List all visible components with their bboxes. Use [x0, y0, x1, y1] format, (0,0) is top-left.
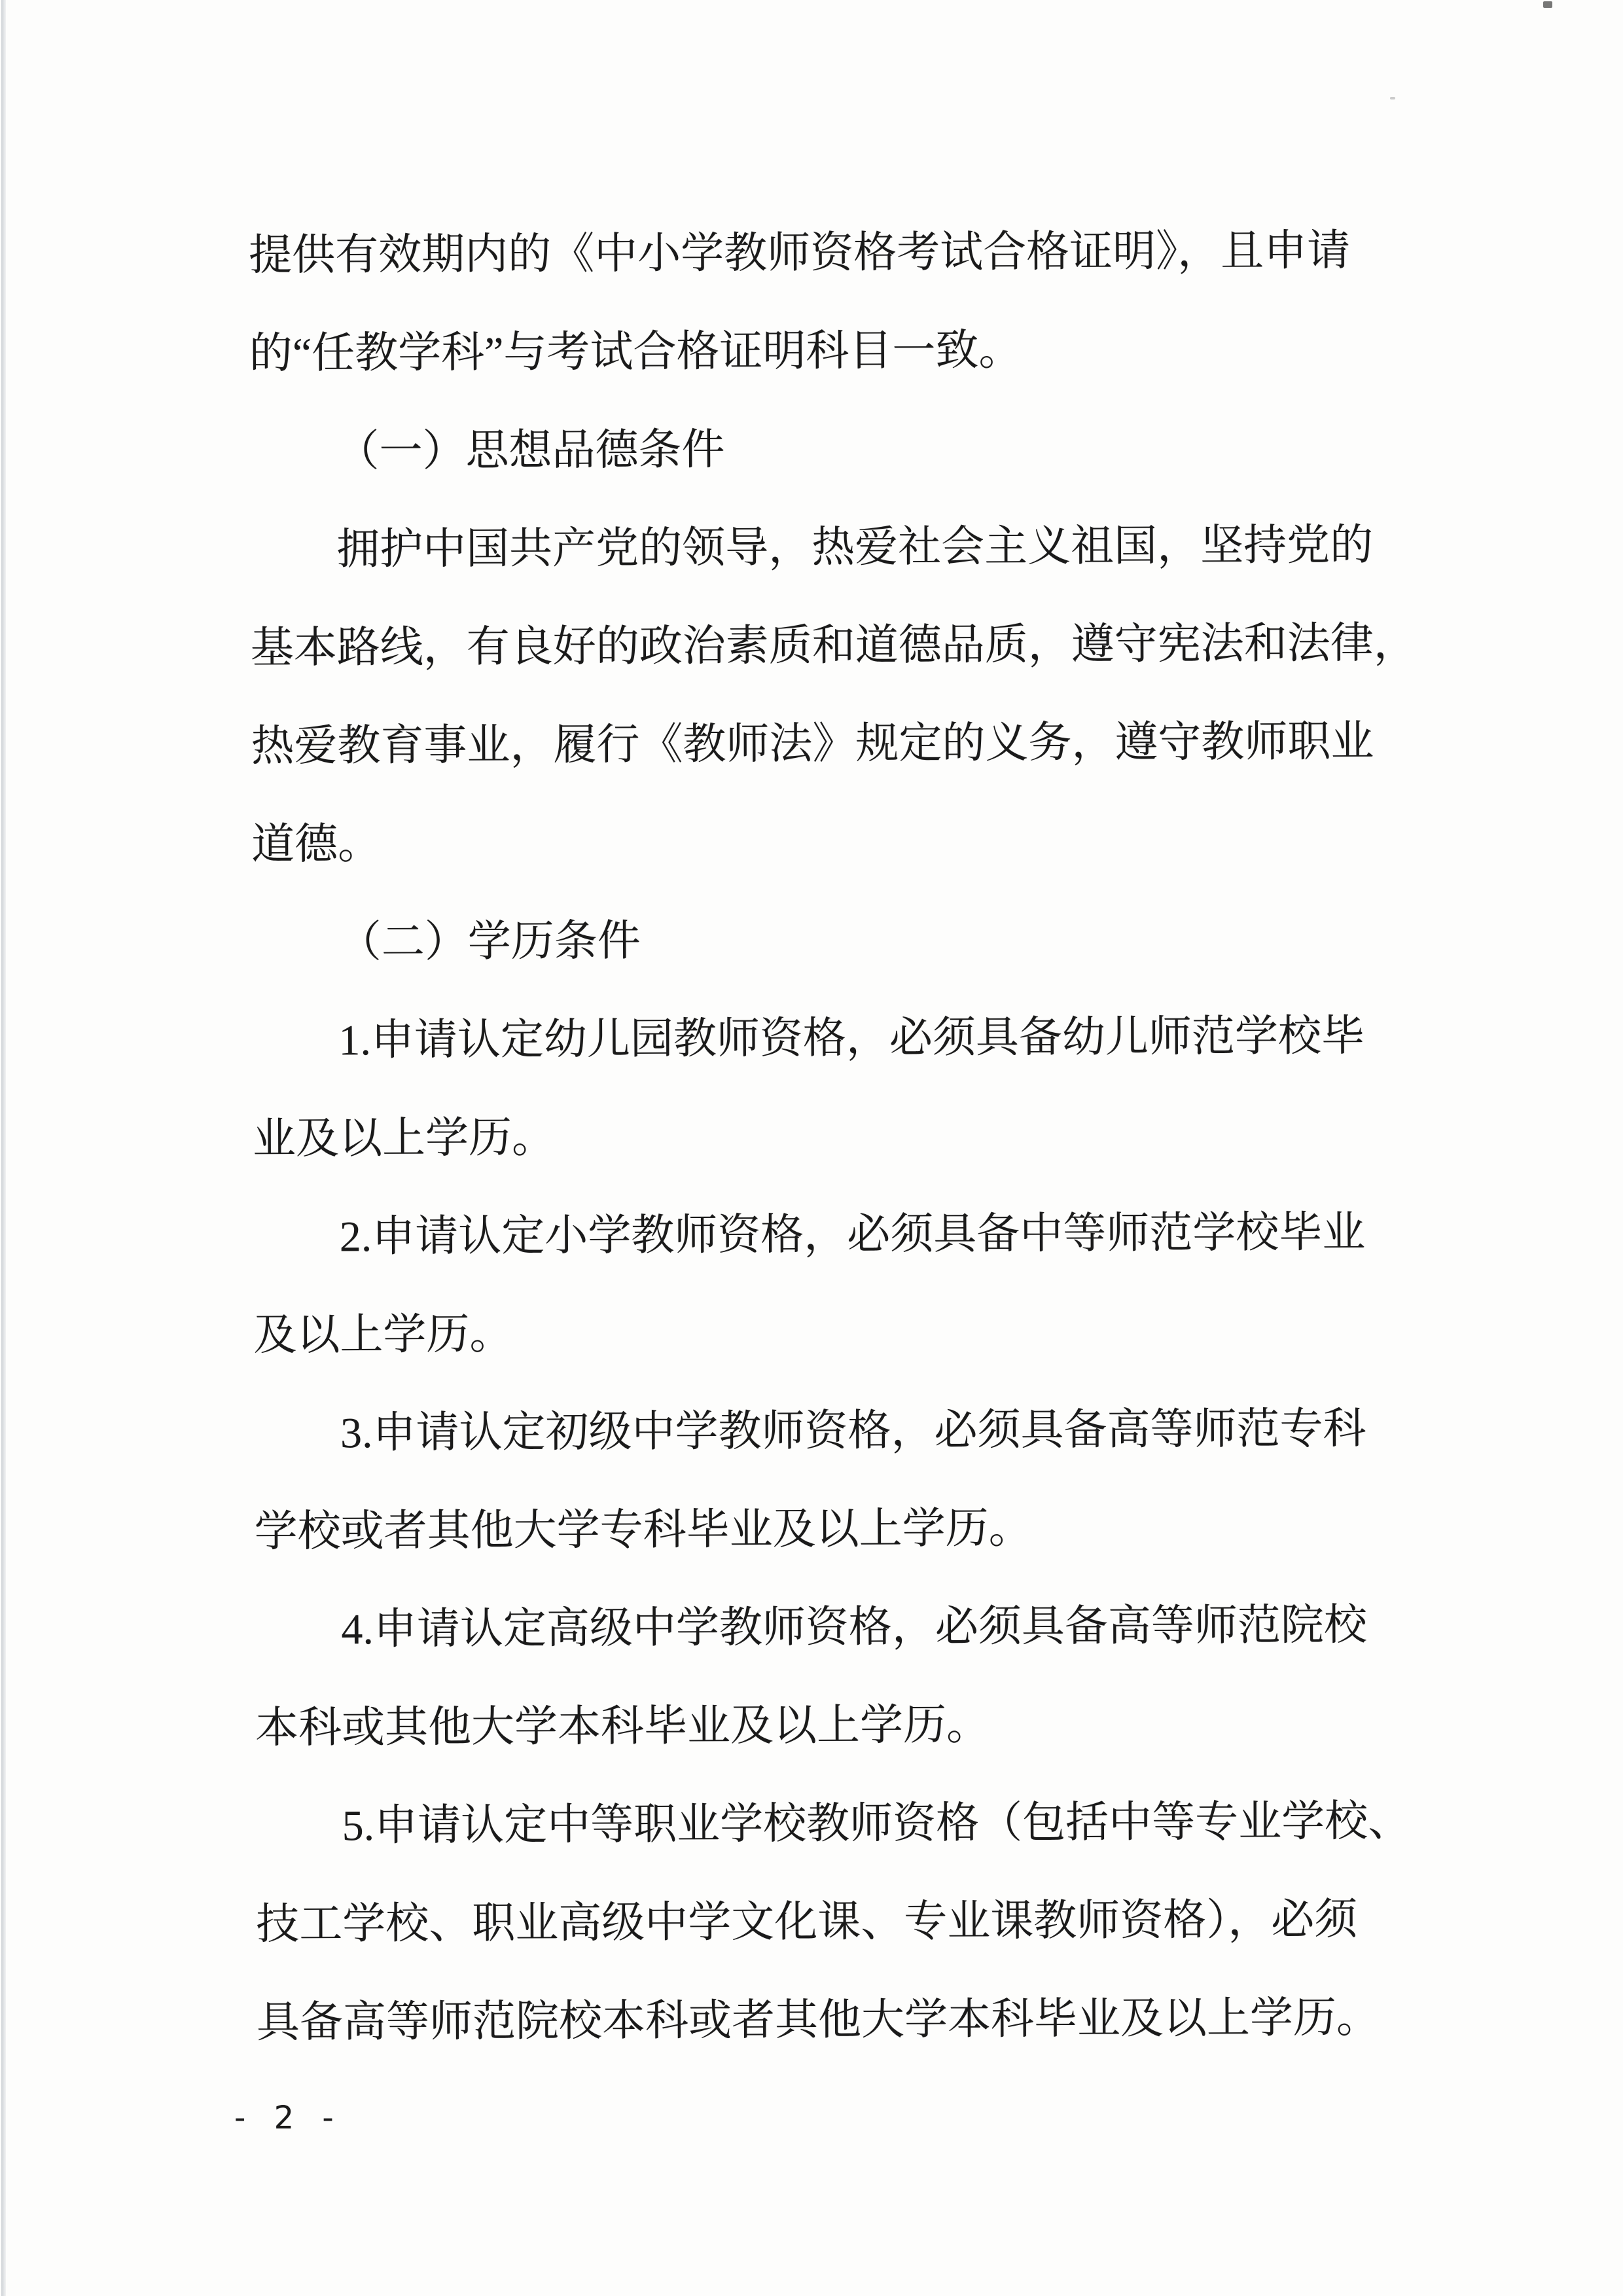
text-line: 3.申请认定初级中学教师资格，必须具备高等师范专科 — [340, 1405, 1366, 1458]
text-line: 本科或其他大学本科毕业及以上学历。 — [255, 1701, 990, 1752]
text-line: 5.申请认定中等职业学校教师资格（包括中等专业学校、 — [342, 1797, 1412, 1850]
scan-speck-small — [1390, 97, 1395, 99]
text-line: 基本路线，有良好的政治素质和道德品质，遵守宪法和法律， — [250, 619, 1417, 672]
text-line: 学校或者其他大学专科毕业及以上学历。 — [254, 1504, 1032, 1556]
text-line: 技工学校、职业高级中学文化课、专业课教师资格），必须 — [256, 1895, 1358, 1948]
text-line: 2.申请认定小学教师资格，必须具备中等师范学校毕业 — [339, 1208, 1366, 1261]
text-line: （二）学历条件 — [338, 917, 641, 967]
text-line: 1.申请认定幼儿园教师资格，必须具备幼儿师范学校毕 — [338, 1012, 1365, 1065]
text-line: 道德。 — [251, 820, 382, 869]
text-line: 提供有效期内的《中小学教师资格考试合格证明》，且申请 — [249, 226, 1351, 279]
text-line: 4.申请认定高级中学教师资格，必须具备高等师范院校 — [341, 1601, 1368, 1654]
text-line: 热爱教育事业，履行《教师法》规定的义务，遵守教师职业 — [251, 717, 1374, 770]
scan-speck — [1543, 1, 1552, 8]
text-line: 及以上学历。 — [253, 1310, 513, 1359]
scan-edge-artifact — [1, 0, 6, 2296]
text-line: 的“任教学科”与考试合格证明科目一致。 — [249, 326, 1022, 378]
text-line: 业及以上学历。 — [252, 1113, 556, 1163]
document-body — [249, 221, 1448, 2124]
text-line: （一）思想品德条件 — [336, 425, 725, 476]
text-line: 拥护中国共产党的领导，热爱社会主义祖国，坚持党的 — [336, 521, 1374, 574]
text-line: 具备高等师范院校本科或者其他大学本科毕业及以上学历。 — [256, 1994, 1380, 2047]
page-number: - 2 - — [234, 2100, 343, 2136]
